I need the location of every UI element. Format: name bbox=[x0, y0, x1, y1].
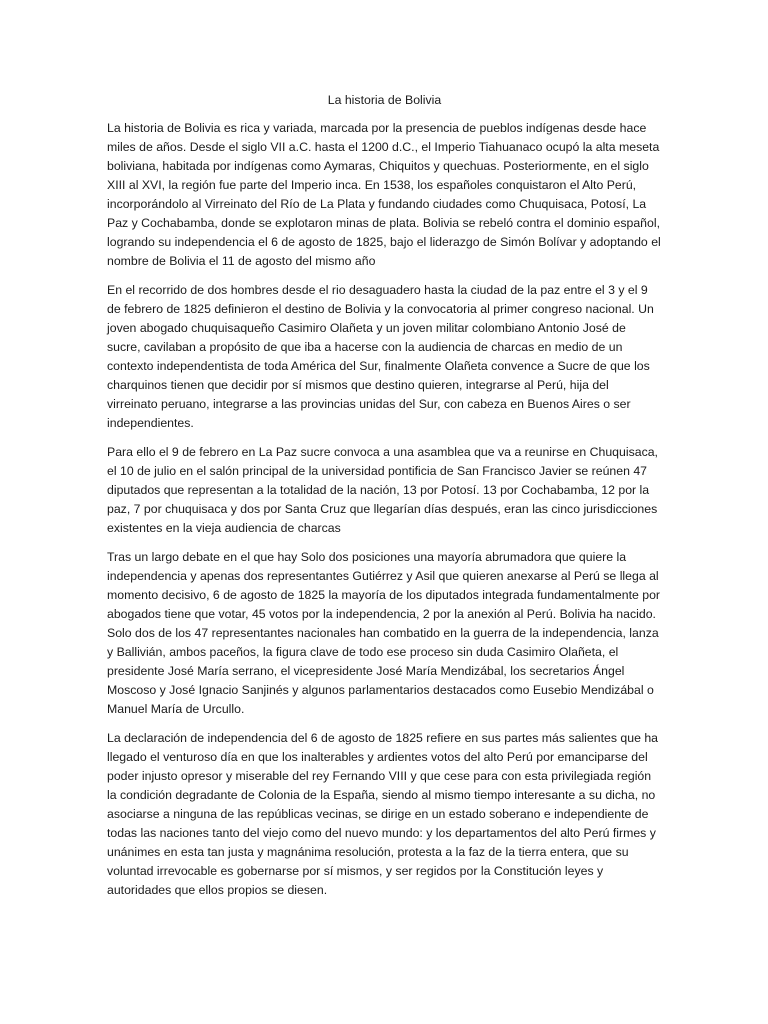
paragraph-5: La declaración de independencia del 6 de agosto de 1825 refiere en sus partes más salientes que ha llegado el venturoso día en que los inalterables y ardientes votos del alto Perú por emanciparse del poder injusto opresor y miserable del rey Fernando VIII y que cese para con esta privilegiada región la condición degradante de Colonia de la España, siendo al mismo tiempo interesante a su dicha, no asociarse a ninguna de las repúblicas vecinas, se dirige en un estado soberano e independiente de todas las naciones tanto del viejo como del nuevo mundo: y los departamentos del alto Perú firmes y unánimes en esta tan justa y magnánima resolución, protesta a la faz de la tierra entera, que su voluntad irrevocable es gobernarse por sí mismos, y ser regidos por la Constitución leyes y autoridades que ellos propios se diesen. bbox=[107, 731, 659, 897]
paragraph-2: En el recorrido de dos hombres desde el rio desaguadero hasta la ciudad de la paz entre el 3 y el 9 de febrero de 1825 definieron el destino de Bolivia y la convocatoria al primer congreso nacional. Un joven abogado chuquisaqueño Casimiro Olañeta y un joven militar colombiano Antonio José de sucre, cavilaban a propósito de que iba a hacerse con la audiencia de charcas en medio de un contexto independentista de toda América del Sur, finalmente Olañeta convence a Sucre de que los charquinos tienen que decidir por sí mismos que destino quieren, integrarse al Perú, hija del virreinato peruano, integrarse a las provincias unidas del Sur, con cabeza en Buenos Aires o ser independientes. bbox=[107, 283, 654, 430]
paragraph-3: Para ello el 9 de febrero en La Paz sucre convoca a una asamblea que va a reunirse en Chuquisaca, el 10 de julio en el salón principal de la universidad pontificia de San Francisco Javier se reúnen 47 diputados que representan a la totalidad de la nación, 13 por Potosí. 13 por Cochabamba, 12 por la paz, 7 por chuquisaca y dos por Santa Cruz que llegarían días después, eran las cinco jurisdicciones existentes en la vieja audiencia de charcas bbox=[107, 445, 658, 535]
document-title: La historia de Bolivia bbox=[327, 93, 442, 107]
paragraph-1: La historia de Bolivia es rica y variada, marcada por la presencia de pueblos indígenas desde hace miles de años. Desde el siglo VII a.C. hasta el 1200 d.C., el Imperio Tiahuanaco ocupó la alta meseta boliviana, habitada por indígenas como Aymaras, Chiquitos y quechuas. Posteriormente, en el siglo XIII al XVI, la región fue parte del Imperio inca. En 1538, los españoles conquistaron el Alto Perú, incorporándolo al Virreinato del Río de La Plata y fundando ciudades como Chuquisaca, Potosí, La Paz y Cochabamba, donde se explotaron minas de plata. Bolivia se rebeló contra el dominio español, logrando su independencia el 6 de agosto de 1825, bajo el liderazgo de Simón Bolívar y adoptando el nombre de Bolivia el 11 de agosto del mismo año bbox=[107, 121, 661, 268]
paragraph-4: Tras un largo debate en el que hay Solo dos posiciones una mayoría abrumadora que quiere la independencia y apenas dos representantes Gutiérrez y Asil que quieren anexarse al Perú se llega al momento decisivo, 6 de agosto de 1825 la mayoría de los diputados integrada fundamentalmente por abogados tiene que votar, 45 votos por la independencia, 2 por la anexión al Perú. Bolivia ha nacido. Solo dos de los 47 representantes nacionales han combatido en la guerra de la independencia, lanza y Ballivián, ambos paceños, la figura clave de todo ese proceso sin duda Casimiro Olañeta, el presidente José María serrano, el vicepresidente José María Mendizábal, los secretarios Ángel Moscoso y José Ignacio Sanjinés y algunos parlamentarios destacados como Eusebio Mendizábal o Manuel María de Urcullo. bbox=[107, 550, 661, 716]
document-body bbox=[107, 91, 662, 910]
